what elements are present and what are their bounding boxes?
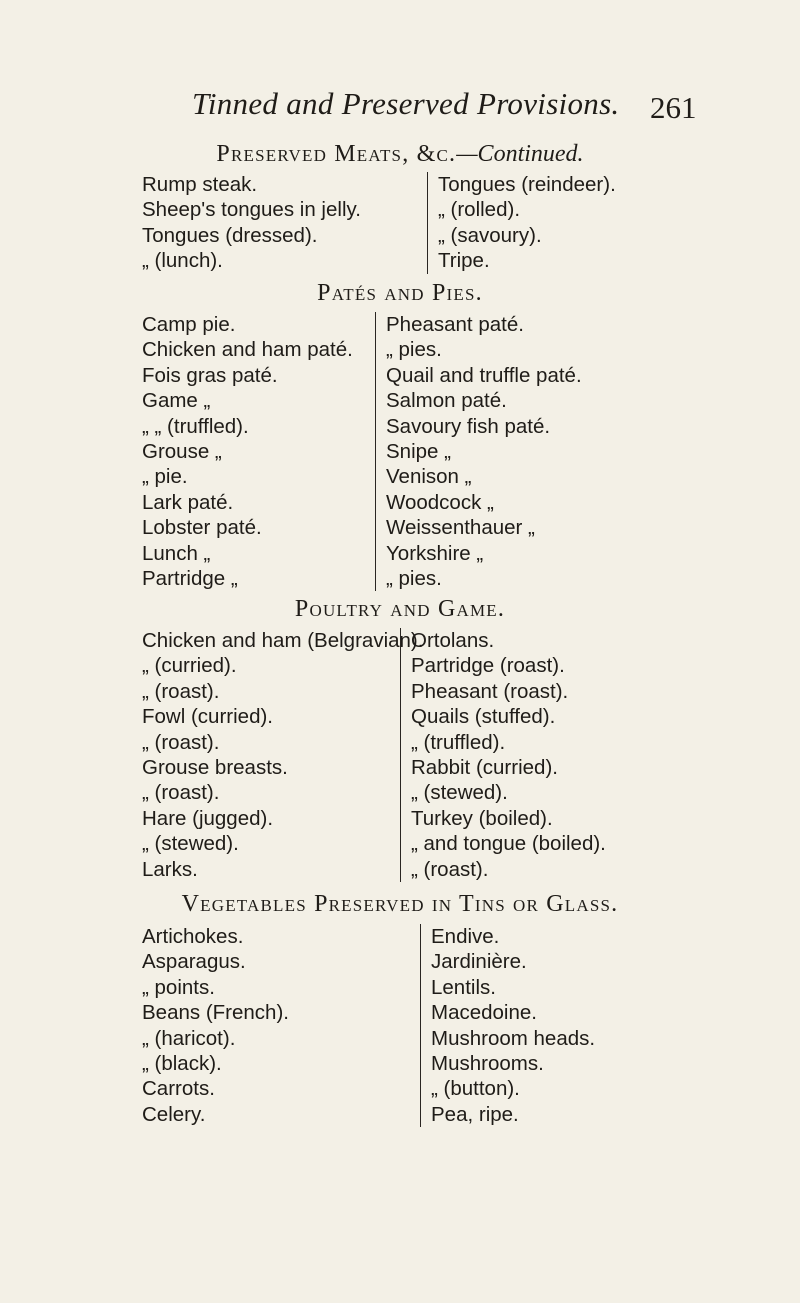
list-item: Carrots.	[142, 1077, 215, 1101]
list-item: Larks.	[142, 857, 198, 881]
preserved-meats-left-column	[142, 172, 361, 274]
list-item: „ (haricot).	[142, 1026, 236, 1050]
list-item: Ortolans.	[411, 629, 495, 652]
list-item: „ (truffled).	[411, 730, 506, 754]
list-item: „ (stewed).	[411, 781, 508, 805]
list-item: Asparagus.	[142, 950, 246, 974]
section-heading-text: Preserved Meats, &c.	[216, 141, 457, 167]
section-heading-suffix: —Continued.	[456, 141, 584, 167]
list-item: Savoury fish paté.	[386, 414, 551, 438]
list-item: Pheasant (roast).	[411, 679, 569, 703]
list-item: Weissenthauer „	[386, 516, 535, 540]
list-item: Pea, ripe.	[431, 1102, 519, 1126]
preserved-meats-right-column	[427, 172, 616, 274]
list-item: Hare (jugged).	[142, 806, 274, 830]
list-item: „ pie.	[142, 465, 188, 489]
list-item: „ and tongue (boiled).	[411, 832, 606, 856]
list-item: Rump steak.	[142, 173, 258, 196]
list-item: „ pies.	[386, 338, 442, 362]
list-item: Partridge (roast).	[411, 654, 565, 678]
running-head	[0, 86, 800, 126]
section-heading-poultry-and-game	[0, 596, 800, 623]
list-item: Yorkshire „	[386, 541, 484, 565]
list-item: Chicken and ham (Belgravian).	[142, 629, 424, 652]
list-item: Snipe „	[386, 440, 451, 464]
list-item: Camp pie.	[142, 313, 236, 336]
list-item: Venison „	[386, 465, 472, 489]
list-item: „ (stewed).	[142, 832, 239, 856]
section-heading-text: Patés and Pies.	[317, 280, 483, 306]
list-item: Tongues (dressed).	[142, 223, 318, 247]
list-item: „ (curried).	[142, 654, 237, 678]
list-item: Celery.	[142, 1102, 206, 1126]
poultry-and-game-left-column	[142, 628, 423, 882]
list-item: Partridge „	[142, 567, 238, 591]
list-item: Sheep's tongues in jelly.	[142, 198, 361, 222]
list-item: Pheasant paté.	[386, 313, 524, 336]
section-heading-pates-and-pies	[0, 280, 800, 307]
vegetables-left-column	[142, 924, 289, 1127]
list-item: „ (roast).	[142, 781, 220, 805]
list-item: Salmon paté.	[386, 389, 507, 413]
list-item: Artichokes.	[142, 925, 244, 948]
list-item: Lentils.	[431, 975, 496, 999]
list-item: „ (savoury).	[438, 223, 542, 247]
list-item: Mushrooms.	[431, 1052, 544, 1076]
running-title: Tinned and Preserved Provisions.	[192, 86, 620, 121]
list-item: Chicken and ham paté.	[142, 338, 353, 362]
list-item: Macedoine.	[431, 1001, 537, 1025]
list-item: Turkey (boiled).	[411, 806, 553, 830]
list-item: „ (button).	[431, 1077, 520, 1101]
section-heading-vegetables	[0, 891, 800, 918]
list-item: Grouse „	[142, 440, 222, 464]
list-item: Endive.	[431, 925, 500, 948]
vegetables-right-column	[420, 924, 595, 1127]
list-item: Tripe.	[438, 249, 490, 273]
list-item: Woodcock „	[386, 490, 494, 514]
pates-and-pies-left-column	[142, 312, 353, 591]
list-item: Fowl (curried).	[142, 705, 273, 729]
list-item: Quails (stuffed).	[411, 705, 556, 729]
list-item: „ (roast).	[411, 857, 489, 881]
list-item: Rabbit (curried).	[411, 756, 558, 780]
list-item: Lobster paté.	[142, 516, 262, 540]
pates-and-pies-right-column	[375, 312, 582, 591]
section-heading-text: Vegetables Preserved in Tins or Glass.	[181, 891, 619, 917]
list-item: „ (black).	[142, 1052, 222, 1076]
list-item: Jardinière.	[431, 950, 527, 974]
list-item: „ (roast).	[142, 730, 220, 754]
section-heading-text: Poultry and Game.	[294, 596, 506, 622]
list-item: Beans (French).	[142, 1001, 289, 1025]
list-item: Lark paté.	[142, 490, 234, 514]
poultry-and-game-right-column	[400, 628, 606, 882]
list-item: Mushroom heads.	[431, 1026, 596, 1050]
list-item: Grouse breasts.	[142, 756, 288, 780]
list-item: „ (roast).	[142, 679, 220, 703]
list-item: Tongues (reindeer).	[438, 173, 616, 196]
list-item: „ points.	[142, 975, 215, 999]
list-item: „ pies.	[386, 567, 442, 591]
list-item: „ „ (truffled).	[142, 414, 249, 438]
list-item: „ (lunch).	[142, 249, 223, 273]
list-item: „ (rolled).	[438, 198, 521, 222]
section-heading-preserved-meats	[0, 141, 800, 168]
list-item: Lunch „	[142, 541, 211, 565]
list-item: Quail and truffle paté.	[386, 363, 582, 387]
list-item: Fois gras paté.	[142, 363, 278, 387]
page-number: 261	[650, 90, 697, 125]
list-item: Game „	[142, 389, 211, 413]
